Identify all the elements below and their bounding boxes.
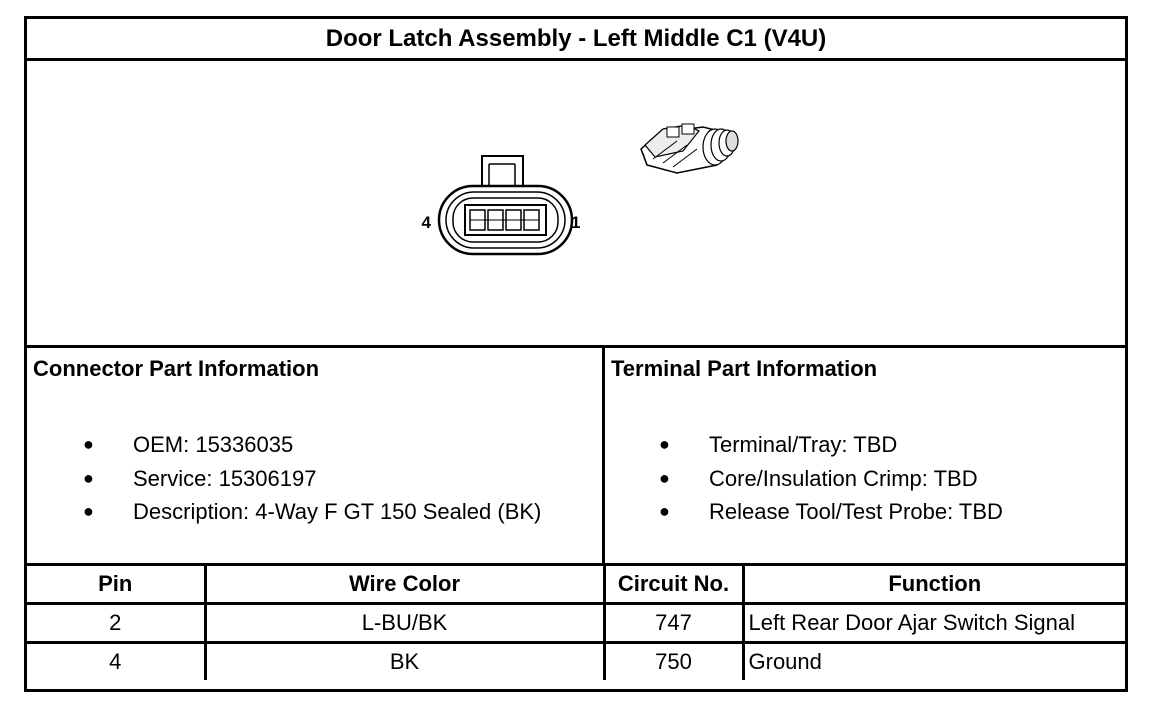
bullet-icon: ● xyxy=(659,467,670,488)
cell-pin: 2 xyxy=(27,604,205,643)
terminal-part-info xyxy=(605,348,1125,566)
connector-figure xyxy=(27,61,1125,348)
oem-text: OEM: 15336035 xyxy=(133,432,294,457)
connector-face-icon xyxy=(439,156,572,254)
list-item xyxy=(659,428,1003,462)
bullet-icon: ● xyxy=(83,434,94,454)
header-circuit-no: Circuit No. xyxy=(604,566,743,604)
pin-label-1: 1 xyxy=(571,213,581,232)
cell-circuit-no: 747 xyxy=(604,604,743,643)
pinout-table xyxy=(27,566,1125,680)
terminal-info-list xyxy=(659,428,1003,529)
header-wire-color: Wire Color xyxy=(205,566,604,604)
pin-label-4: 4 xyxy=(421,213,431,232)
release-tool-text: Release Tool/Test Probe: TBD xyxy=(709,499,1003,524)
description-text: Description: 4-Way F GT 150 Sealed (BK) xyxy=(133,499,542,524)
bullet-icon: ● xyxy=(659,434,670,454)
connector-isometric-icon xyxy=(641,124,738,173)
list-item xyxy=(659,462,1003,496)
cell-circuit-no: 750 xyxy=(604,643,743,681)
list-item xyxy=(83,428,541,462)
table-row xyxy=(27,643,1125,681)
service-text: Service: 15306197 xyxy=(133,465,317,491)
cell-function: Ground xyxy=(743,643,1125,681)
connector-drawing xyxy=(27,61,1125,345)
bullet-icon: ● xyxy=(83,501,94,521)
list-item xyxy=(659,495,1003,529)
table-row xyxy=(27,604,1125,643)
header-pin: Pin xyxy=(27,566,205,604)
bullet-icon: ● xyxy=(659,501,670,521)
page-title: Door Latch Assembly - Left Middle C1 (V4U) xyxy=(27,19,1125,61)
table-header-row xyxy=(27,566,1125,604)
cell-pin: 4 xyxy=(27,643,205,681)
connector-part-info xyxy=(27,348,605,566)
terminal-tray-text: Terminal/Tray: TBD xyxy=(709,432,898,457)
list-item xyxy=(83,495,541,529)
connector-info-list xyxy=(83,428,541,529)
terminal-info-heading: Terminal Part Information xyxy=(611,356,878,381)
connector-sheet xyxy=(24,16,1128,692)
crimp-text: Core/Insulation Crimp: TBD xyxy=(709,465,978,491)
cell-wire-color: L-BU/BK xyxy=(205,604,604,643)
connector-info-heading: Connector Part Information xyxy=(33,356,320,381)
cell-wire-color: BK xyxy=(205,643,604,681)
list-item xyxy=(83,462,541,496)
cell-function: Left Rear Door Ajar Switch Signal xyxy=(743,604,1125,643)
bullet-icon: ● xyxy=(83,467,94,488)
header-function: Function xyxy=(743,566,1125,604)
